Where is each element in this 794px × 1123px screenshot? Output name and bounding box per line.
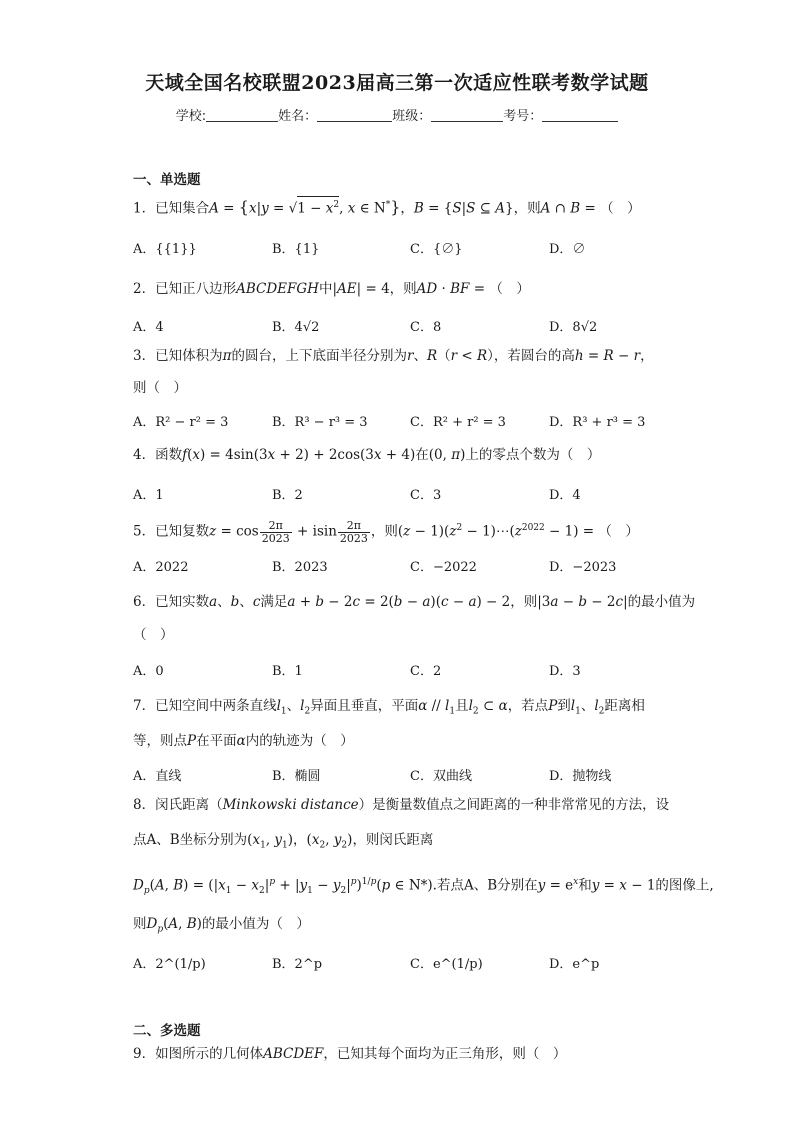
option-a: A．2^(1/p) [133, 957, 206, 972]
exam-no-label: 考号： [503, 109, 543, 124]
question-8: 8．闵氏距离（Minkowski distance）是衡量数值点之间距离的一种非常常见的方法，设 [133, 797, 670, 813]
question-8-line3: $D_p(A$, $B) = (|x_1 - x_2|^p + |y_1 - y_2|^p)^{1/p}(p$ ∈ N*).若点A、B分别在$y = e^x$和y = x − 1的图像上, [133, 877, 714, 897]
page-title: 天域全国名校联盟2023届高三第一次适应性联考数学试题 [145, 72, 649, 94]
option-c: C．2 [410, 664, 442, 679]
option-d: D．8√2 [549, 320, 598, 335]
question-6-line2: （ ） [133, 627, 174, 643]
option-b: B．2^p [272, 957, 323, 972]
name-blank [317, 108, 392, 122]
question-5: 5．已知复数z = cos $\frac{2\pi}{2023}$ + isin $\frac{2\pi}{2023}$ ，则$(z - 1)(z^2$ − $1)\cdots(z^{2022} - 1)$ = （ ） [133, 518, 639, 545]
option-b: B．{1} [272, 242, 320, 257]
option-b: B．椭圆 [272, 769, 321, 784]
option-c: C．R² + r² = 3 [410, 415, 506, 430]
question-8-line2: 点A、B坐标分别为($x_1$, $y_1$)，($x_2$, $y_2$)，则闵氏距离 [133, 832, 434, 851]
option-a: A．R² − r² = 3 [133, 415, 229, 430]
question-7: 7．已知空间中两条直线$l_1$、$l_2$异面且垂直，平面α // $l_1$且$l_2$ ⊂ α，若点P到$l_1$、$l_2$距离相 [133, 698, 645, 717]
option-c: C．3 [410, 488, 442, 503]
name-label: 姓名： [278, 109, 318, 124]
question-6-options [133, 660, 693, 680]
school-blank [206, 108, 278, 122]
option-c: C．{∅} [410, 242, 463, 257]
option-d: D．4 [549, 488, 581, 503]
question-7-options [133, 765, 693, 785]
option-b: B．2023 [272, 560, 328, 575]
question-8-options [133, 953, 693, 973]
option-b: B．1 [272, 664, 303, 679]
section-multi-choice: 二、多选题 [133, 1023, 201, 1039]
question-3: 3．已知体积为π的圆台，上下底面半径分别为r、R（r < R），若圆台的高h = R − r， [133, 348, 654, 364]
student-info-line [0, 105, 794, 124]
question-1-options [133, 238, 693, 258]
option-a: A．0 [133, 664, 164, 679]
class-blank [431, 108, 503, 122]
option-a: A．直线 [133, 769, 182, 784]
option-d: D．3 [549, 664, 581, 679]
question-7-line2: 等，则点P在平面α内的轨迹为（ ） [133, 733, 354, 749]
option-a: A．4 [133, 320, 164, 335]
question-2-options [133, 316, 693, 336]
option-a: A．1 [133, 488, 164, 503]
question-1: 1．已知集合A = {x|y = √ $1 - x^2$, x ∈ N*}，B = {S|S ⊆ A}，则A ∩ B = （ ） [133, 197, 641, 217]
question-8-line4: 则$D_p(A$, B)的最小值为（ ） [133, 916, 310, 935]
option-d: D．−2023 [549, 560, 617, 575]
question-9: 9．如图所示的几何体ABCDEF，已知其每个面均为正三角形，则（ ） [133, 1046, 567, 1062]
option-b: B．R³ − r³ = 3 [272, 415, 368, 430]
option-a: A．{{1}} [133, 242, 197, 257]
section-single-choice: 一、单选题 [133, 172, 201, 188]
question-4: 4．函数f(x) = 4sin(3x + 2) + 2cos(3x + 4)在(0, π)上的零点个数为（ ） [133, 447, 601, 463]
question-6: 6．已知实数a、b、c满足a + b − 2c = 2(b − a)(c − a) − 2，则|3a − b − 2c|的最小值为 [133, 594, 696, 610]
option-c: C．8 [410, 320, 442, 335]
option-d: D．R³ + r³ = 3 [549, 415, 646, 430]
question-3-options [133, 411, 693, 431]
option-d: D．抛物线 [549, 769, 612, 784]
option-d: D．∅ [549, 242, 586, 257]
option-c: C．−2022 [410, 560, 477, 575]
question-5-options [133, 556, 693, 576]
option-b: B．4√2 [272, 320, 320, 335]
question-2: 2．已知正八边形ABCDEFGH中|AE| = 4，则AD · BF = （ ） [133, 281, 530, 297]
option-b: B．2 [272, 488, 303, 503]
exam-no-blank [542, 108, 618, 122]
school-label: 学校: [175, 109, 207, 124]
option-c: C．双曲线 [410, 769, 472, 784]
question-4-options [133, 484, 693, 504]
class-label: 班级： [392, 109, 432, 124]
option-c: C．e^(1/p) [410, 957, 483, 972]
question-3-line2: 则（ ） [133, 380, 187, 396]
option-d: D．e^p [549, 957, 600, 972]
option-a: A．2022 [133, 560, 189, 575]
